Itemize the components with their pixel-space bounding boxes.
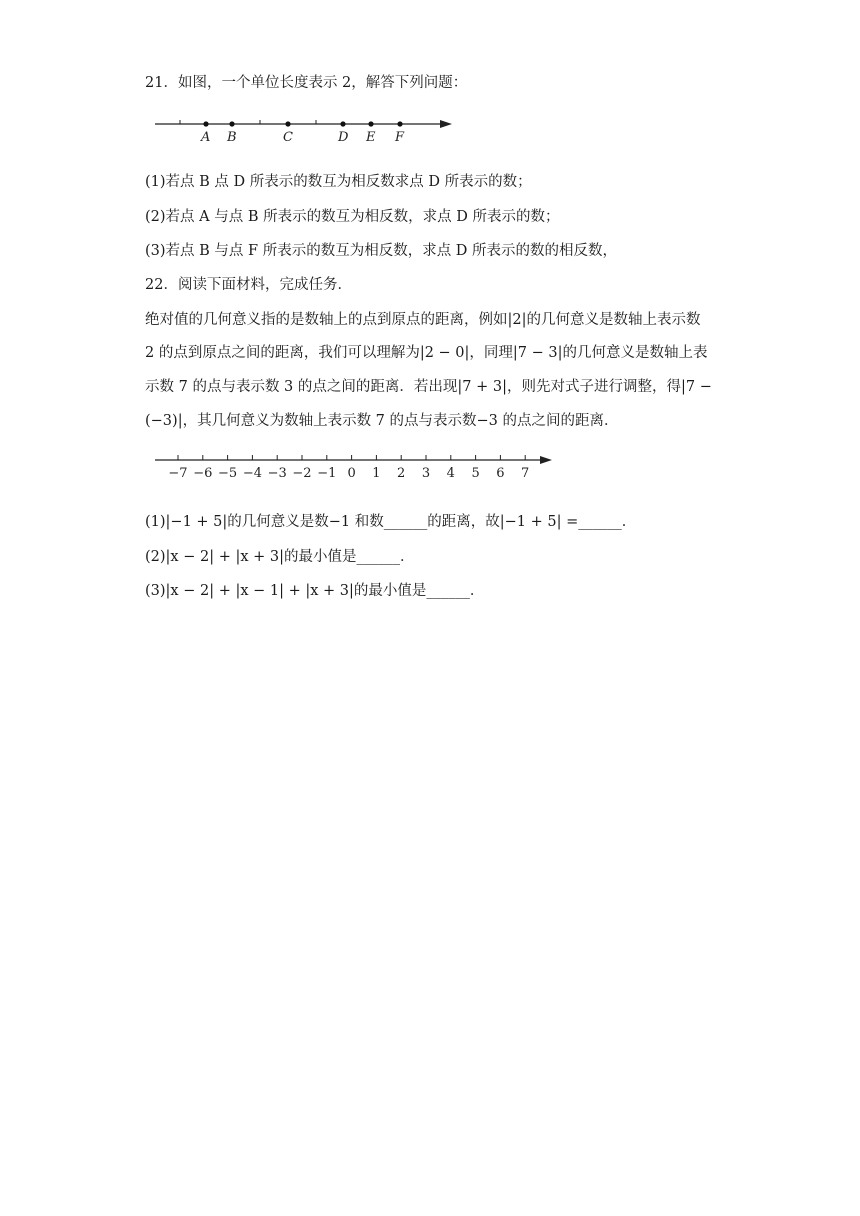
q22-part-2: (2)|x − 2| + |x + 3|的最小值是______． <box>145 549 415 565</box>
q22-paragraph-line-3: 示数 7 的点与表示数 3 的点之间的距离．若出现|7 + 3|，则先对式子进行调整，得|7 − <box>145 379 712 395</box>
q21-point-F-dot <box>397 121 402 126</box>
q22-paragraph-line-2: 2 的点到原点之间的距离，我们可以理解为|2 − 0|，同理|7 − 3|的几何意义是数轴上表 <box>145 345 708 361</box>
q22-tick-label: 7 <box>521 466 530 481</box>
q21-label-D: D <box>338 130 349 145</box>
q22-ticks <box>168 455 529 481</box>
q22-tick-label: 5 <box>471 466 480 481</box>
q22-part-1: (1)|−1 + 5|的几何意义是数−1 和数______的距离，故|−1 + 5| =______． <box>145 514 637 530</box>
q22-tick-label: −1 <box>317 466 337 481</box>
q21-label-A: A <box>201 130 211 145</box>
q21-number-line-figure <box>150 112 460 146</box>
q21-label-E: E <box>366 130 376 145</box>
q22-header: 22．阅读下面材料，完成任务． <box>145 277 352 293</box>
q22-tick-label: 4 <box>446 466 455 481</box>
q22-tick-label: −5 <box>218 466 238 481</box>
q21-point-D-dot <box>340 121 345 126</box>
q21-label-C: C <box>283 130 293 145</box>
q22-tick-label: 2 <box>397 466 406 481</box>
q22-tick-label: 6 <box>496 466 505 481</box>
q21-part-2: (2)若点 A 与点 B 所表示的数互为相反数，求点 D 所表示的数； <box>145 209 560 225</box>
q21-label-B: B <box>227 130 237 145</box>
q21-point-E-dot <box>368 121 373 126</box>
q21-part-1: (1)若点 B 点 D 所表示的数互为相反数求点 D 所表示的数； <box>145 174 532 190</box>
q21-axis-arrow-icon <box>440 120 452 128</box>
q22-tick-label: 1 <box>372 466 381 481</box>
q21-header: 21．如图，一个单位长度表示 2，解答下列问题： <box>145 75 468 91</box>
q22-paragraph-line-4: (−3)|，其几何意义为数轴上表示数 7 的点与表示数−3 的点之间的距离． <box>145 413 619 429</box>
q22-axis-arrow-icon <box>540 456 552 464</box>
q22-tick-label: −2 <box>292 466 312 481</box>
q22-tick-label: −3 <box>267 466 287 481</box>
q22-tick-label: −4 <box>242 466 262 481</box>
q21-point-A-dot <box>203 121 208 126</box>
q21-point-C-dot <box>285 121 290 126</box>
q21-part-3: (3)若点 B 与点 F 所表示的数互为相反数，求点 D 所表示的数的相反数， <box>145 243 618 259</box>
q22-tick-label: 0 <box>347 466 356 481</box>
q21-label-F: F <box>395 130 405 145</box>
q22-tick-label: −7 <box>168 466 188 481</box>
q22-tick-label: 3 <box>421 466 431 481</box>
q22-tick-label: −6 <box>193 466 213 481</box>
q22-number-line-figure <box>152 450 562 482</box>
q21-point-B-dot <box>229 121 234 126</box>
q22-paragraph-line-1: 绝对值的几何意义指的是数轴上的点到原点的距离，例如|2|的几何意义是数轴上表示数 <box>145 312 701 328</box>
q22-part-3: (3)|x − 2| + |x − 1| + |x + 3|的最小值是______． <box>145 583 485 599</box>
